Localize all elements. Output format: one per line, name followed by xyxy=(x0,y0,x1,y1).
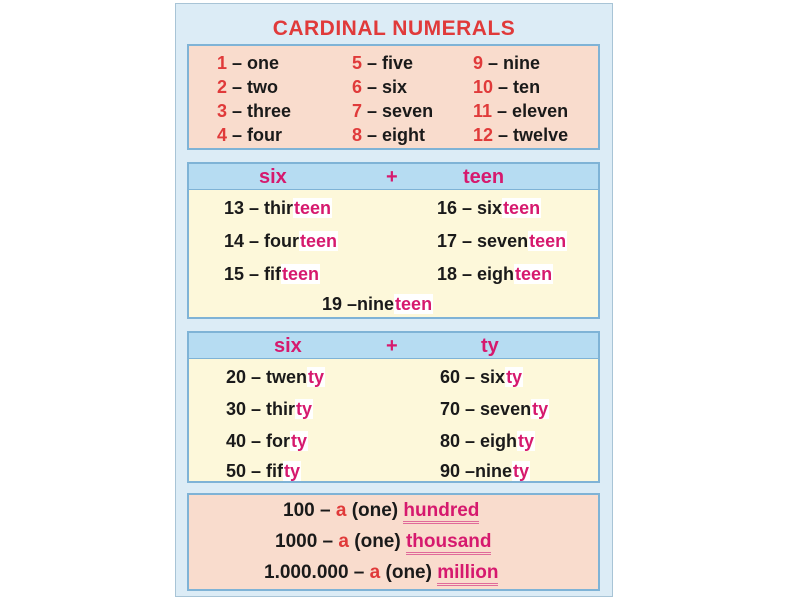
teen-item: 13 – thirteen xyxy=(224,198,332,218)
numeral-item: 11 – eleven xyxy=(473,101,569,121)
numeral-item: 2 – two xyxy=(217,77,279,97)
formula-left: six xyxy=(259,166,287,188)
teen-formula-band xyxy=(189,164,598,190)
ty-formula-band xyxy=(189,333,598,359)
formula-right: ty xyxy=(481,335,499,357)
teen-item: 18 – eighteen xyxy=(437,264,553,284)
tens-item: 90 –ninety xyxy=(440,461,530,481)
tens-item: 30 – thirty xyxy=(226,399,313,419)
poster xyxy=(175,3,613,597)
numeral-item: 9 – nine xyxy=(473,53,541,73)
numeral-item: 7 – seven xyxy=(352,101,434,121)
large-item: 100 – a (one) hundred xyxy=(283,500,479,522)
teen-item: 19 –nineteen xyxy=(322,294,433,314)
numeral-item: 12 – twelve xyxy=(473,125,569,145)
numeral-item: 4 – four xyxy=(217,125,283,145)
tens-item: 50 – fifty xyxy=(226,461,301,481)
basic-numerals-panel xyxy=(187,44,600,150)
teen-item: 16 – sixteen xyxy=(437,198,541,218)
teen-item: 15 – fifteen xyxy=(224,264,320,284)
numeral-item: 1 – one xyxy=(217,53,280,73)
formula-right: teen xyxy=(463,166,505,188)
tens-numerals-panel xyxy=(187,331,600,483)
teen-item: 14 – fourteen xyxy=(224,231,338,251)
formula-plus: + xyxy=(386,335,398,357)
formula-left: six xyxy=(274,335,302,357)
large-item: 1000 – a (one) thousand xyxy=(275,531,491,553)
poster-title: CARDINAL NUMERALS xyxy=(272,17,516,40)
teen-item: 17 – seventeen xyxy=(437,231,567,251)
numeral-item: 10 – ten xyxy=(473,77,541,97)
numeral-item: 8 – eight xyxy=(352,125,426,145)
large-numerals-panel xyxy=(187,493,600,591)
formula-plus: + xyxy=(386,166,398,188)
numeral-item: 5 – five xyxy=(352,53,414,73)
numeral-item: 6 – six xyxy=(352,77,408,97)
tens-item: 70 – seventy xyxy=(440,399,549,419)
large-item: 1.000.000 – a (one) million xyxy=(264,562,498,584)
tens-item: 60 – sixty xyxy=(440,367,523,387)
tens-item: 80 – eighty xyxy=(440,431,535,451)
numeral-item: 3 – three xyxy=(217,101,292,121)
tens-item: 20 – twenty xyxy=(226,367,325,387)
teen-numerals-panel xyxy=(187,162,600,319)
tens-item: 40 – forty xyxy=(226,431,308,451)
